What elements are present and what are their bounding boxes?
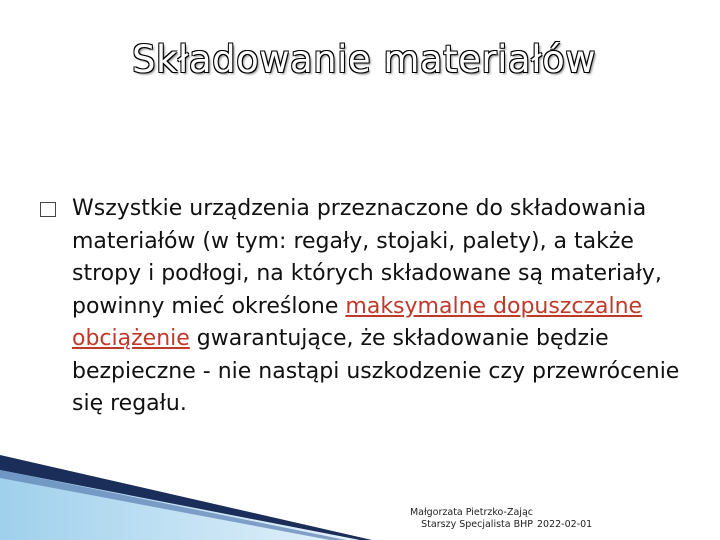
footer-author-role: Starszy Specjalista BHP xyxy=(421,519,533,530)
footer-author xyxy=(398,507,533,531)
body-text-before: Wszystkie urządzenia przeznaczone do składowania materiałów (w tym: regały, stojaki, palety), a także stropy i podłogi, na których składowane są materiały, powinny mieć określone xyxy=(72,196,662,319)
bullet-square-icon xyxy=(40,202,56,217)
max-load-link[interactable]: maksymalne dopuszczalne obciążenie xyxy=(72,293,643,351)
footer-author-name: Małgorzata Pietrzko-Zając xyxy=(409,507,533,518)
bullet-text xyxy=(72,193,680,421)
slide-title: Składowanie materiałów xyxy=(132,38,596,81)
body-text-after: gwarantujące, że składowanie będzie bezpieczne - nie nastąpi uszkodzenie czy przewrócenie się regału. xyxy=(72,326,680,416)
slide-body xyxy=(40,193,680,421)
footer-date: 2022-02-01 xyxy=(537,519,593,530)
bullet-item xyxy=(40,193,680,421)
